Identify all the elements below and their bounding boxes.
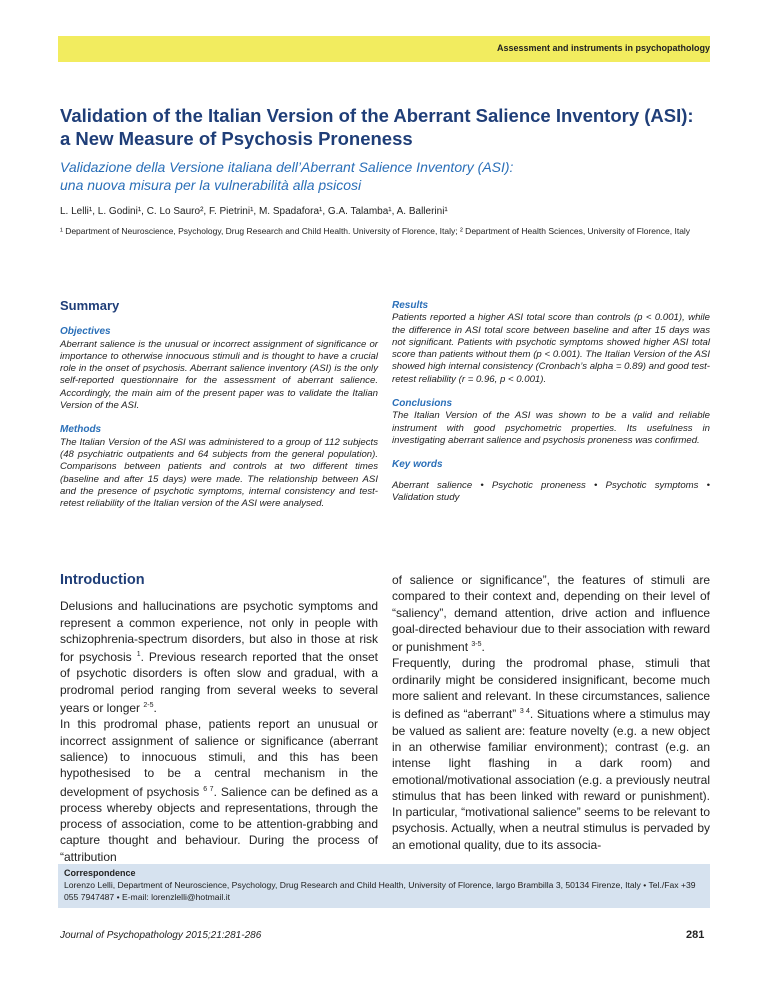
subtitle-line-1: Validazione della Versione italiana dell’Aberrant Salience Inventory (ASI): [60,159,514,175]
section-header-band [58,36,710,62]
keywords-text: Aberrant salience • Psychotic proneness • Psychotic symptoms • Validation study [392,479,710,503]
journal-citation: Journal of Psychopathology 2015;21:281-286 [60,930,262,941]
intro-paragraph-4: Frequently, during the prodromal phase, stimuli that ordinarily might be considered insignificant, become much more salient and relevant. In these circumstances, salience is defined as “aberrant” $^{3 4}$. Situations where a stimulus may be valued as salient are: feature novelty (e.g. a new object in an otherwise familiar environment); contrast (e.g. an intense light flashing in a dark room) and emotional/motivational association (e.g. a previously neutral stimulus that has been linked with reward or punishment). In particular, “motivational salience” seems to be relevant to psychosis. Actually, when a neutral stimulus is pervaded by an emotional quality, due to its associa- [392,656,711,852]
title-line-1: Validation of the Italian Version of the Aberrant Salience Inventory (ASI): [60,105,694,126]
summary-left-column [60,300,378,522]
intro-paragraph-1: Delusions and hallucinations are psychotic symptoms and represent a common experience, not only in people with schizophrenia-spectrum disorders, but also in those at risk for psychosis $^1$. Previous research reported that the onset of psychotic disorders is often slow and gradual, with a prodromal period ranging from several weeks to several years or longer $^{2-5}$. [60,599,379,716]
subtitle-line-2: una nuova misura per la vulnerabilità alla psicosi [60,177,362,193]
title-line-2: a New Measure of Psychosis Proneness [60,128,413,149]
conclusions-heading: Conclusions [392,398,453,410]
objectives-text: Aberrant salience is the unusual or incorrect assignment of significance or importance to otherwise innocuous stimuli and is thought to have a crucial role in the onset of psychosis. Aberrant salience inventory (ASI) is the only self-reported questionnaire for the assessment of aberrant salience. Accordingly, the main aim of the present paper was to validate the Italian Version of the ASI. [60,338,378,412]
correspondence-box [58,864,710,908]
introduction-heading: Introduction [60,572,145,588]
results-text: Patients reported a higher ASI total score than controls (p < 0.001), while the difference in ASI total score between baseline and after 15 days was not significant. Patients with psychotic symptoms showed higher ASI total score than patients without them (p < 0.001). The Italian Version of the ASI showed high internal consistency (Cronbach’s alpha = 0.89) and good test-retest reliability (r = 0.96, p < 0.001). [392,312,710,385]
correspondence-heading: Correspondence [64,868,136,878]
summary-right-column [392,300,710,516]
section-label: Assessment and instruments in psychopathology [496,43,710,53]
conclusions-text: The Italian Version of the ASI was shown to be a valid and reliable instrument with good psychometric properties. Its usefulness in investigating aberrant salience and psychosis proneness was confirmed. [392,410,710,446]
citation: 1 [136,651,141,659]
article-subtitle [60,158,620,194]
intro-right-column [392,572,710,853]
author-list: L. Lelli¹, L. Godini¹, C. Lo Sauro², F. Pietrini¹, M. Spadafora¹, G.A. Talamba¹, A. Ballerini¹ [60,206,448,217]
methods-heading: Methods [60,424,102,436]
summary-heading: Summary [60,298,120,313]
objectives-heading: Objectives [60,326,111,338]
citation: 2-5 [143,702,154,710]
correspondence-text: Lorenzo Lelli, Department of Neuroscience, Psychology, Drug Research and Child Health, University of Florence, largo Brambilla 3, 50134 Firenze, Italy • Tel./Fax +39 055 7947487 • E-mail: lorenzlelli@hotmail.it [64,880,696,902]
intro-paragraph-2: In this prodromal phase, patients report an unusual or incorrect assignment of salience or significance (aberrant salience) to innocuous stimuli, and this has been hypothesised to be a central mechanism in the development of psychosis $^{6 7}$. Salience can be defined as a process whereby objects and representations, through the process of association, come to be attention-grabbing and capture thought and behaviour. During the process of “attribution [60,717,378,864]
citation: 6 7 [203,785,214,793]
page-number: 281 [686,929,705,941]
intro-paragraph-3: of salience or significance”, the features of stimuli are compared to their context and, depending on their level of “saliency”, demand attention, drive action and influence goal-directed behaviour due to their association with reward or punishment $^{3-5}$. [392,573,710,655]
affiliations: ¹ Department of Neuroscience, Psychology, Drug Research and Child Health. University of Florence, Italy; ² Department of Health Sciences, University of Florence, Italy [60,226,691,236]
citation: 3 4 [519,708,530,716]
results-heading: Results [392,300,429,311]
article-title [60,104,700,150]
methods-text: The Italian Version of the ASI was administered to a group of 112 subjects (48 psychiatric outpatients and 64 subjects from the general population). Comparisons between patients and controls at two different times (baseline and after 15 days) were made. The relationship between ASI and the presence of psychotic symptoms, internal consistency and test-retest reliability of the Italian version of the ASI were analysed. [60,436,378,510]
citation: 3-5 [471,641,482,649]
intro-left-column [60,572,378,865]
keywords-heading: Key words [392,459,443,471]
